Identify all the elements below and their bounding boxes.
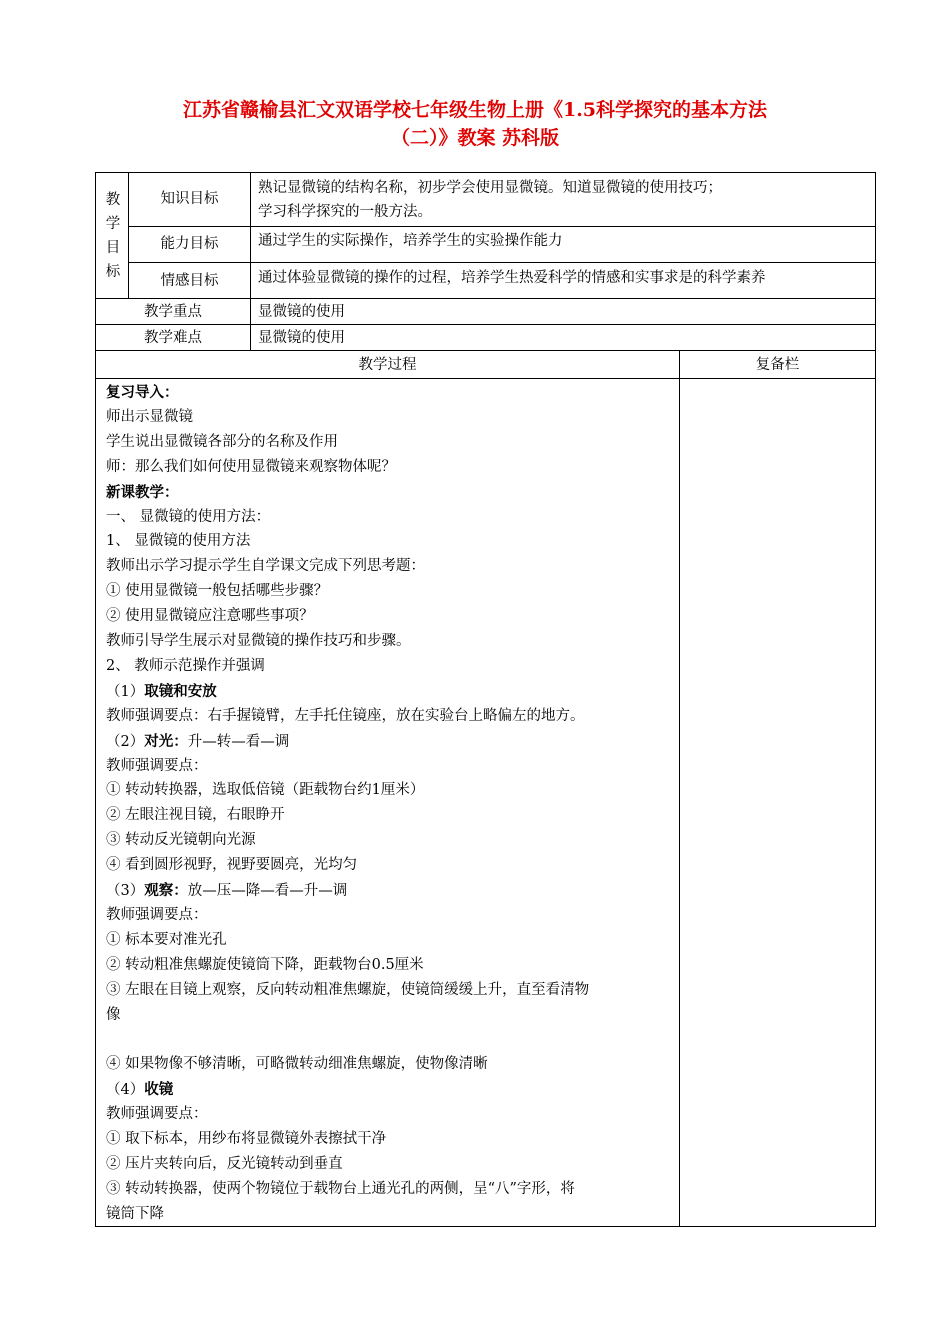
key-point-value: 显微镜的使用 xyxy=(258,304,345,320)
difficult-point-label: 教学难点 xyxy=(144,330,202,346)
process-line-text: 观察： xyxy=(144,882,188,899)
process-line-text: 学生说出显微镜各部分的名称及作用 xyxy=(106,433,338,450)
process-line-text: ① 标本要对准光孔 xyxy=(106,931,227,948)
process-line xyxy=(106,579,328,604)
process-line-text: 师：那么我们如何使用显微镜来观察物体呢？ xyxy=(106,458,396,475)
process-line-text: ③ 转动转换器，使两个物镜位于载物台上通光孔的两侧，呈“八”字形，将 xyxy=(106,1180,575,1197)
process-line-text: 取镜和安放 xyxy=(144,682,217,700)
process-line xyxy=(106,455,396,480)
process-line xyxy=(106,629,411,654)
process-line xyxy=(106,928,227,953)
process-line xyxy=(106,480,179,506)
difficult-point-value: 显微镜的使用 xyxy=(258,330,345,346)
process-line xyxy=(106,1202,164,1227)
process-line-text: 新课教学： xyxy=(106,483,179,501)
process-line-suffix: 升—转—看—调 xyxy=(187,733,290,750)
process-line-text: ② 转动粗准焦螺旋使镜筒下降，距载物台0.5厘米 xyxy=(106,956,424,973)
process-line-text: ② 使用显微镜应注意哪些事项？ xyxy=(106,608,314,625)
process-line xyxy=(106,430,338,455)
process-line-text: ① 转动转换器，选取低倍镜（距载物台约1厘米） xyxy=(106,782,425,799)
process-line xyxy=(106,1127,386,1152)
process-line xyxy=(106,554,425,579)
process-line-text: ② 左眼注视目镜，右眼睁开 xyxy=(106,807,285,824)
process-line xyxy=(106,878,347,904)
process-line-text: ④ 看到圆形视野，视野要圆亮，光均匀 xyxy=(106,857,358,874)
process-line-text: ④ 如果物像不够清晰，可略微转动细准焦螺旋，使物像清晰 xyxy=(106,1056,488,1073)
process-line xyxy=(106,754,208,779)
process-line-text: 1、 显微镜的使用方法 xyxy=(106,533,251,550)
process-line-number: （3） xyxy=(106,883,145,899)
process-line-text: 2、 教师示范操作并强调 xyxy=(106,657,265,674)
process-line xyxy=(106,505,270,530)
process-line xyxy=(106,1152,343,1177)
process-line-text: ② 压片夹转向后，反光镜转动到垂直 xyxy=(106,1155,343,1172)
process-line xyxy=(106,953,424,978)
ability-objective-label: 能力目标 xyxy=(160,236,219,252)
process-line xyxy=(106,380,179,406)
process-line xyxy=(106,1003,121,1028)
process-line-text: ③ 转动反光镜朝向光源 xyxy=(106,832,256,849)
process-line xyxy=(106,729,289,755)
process-line xyxy=(106,604,314,629)
process-line-text: 复习导入： xyxy=(106,384,179,401)
process-line-text: 教师强调要点：右手握镜臂，左手托住镜座，放在实验台上略偏左的地方。 xyxy=(106,707,585,724)
process-line xyxy=(106,679,217,705)
process-line xyxy=(106,654,265,679)
knowledge-objective-label: 知识目标 xyxy=(160,191,219,207)
process-line-number: （1） xyxy=(106,683,145,700)
emotion-objective-value: 通过体验显微镜的操作的过程，培养学生热爱科学的情感和实事求是的科学素养 xyxy=(258,270,766,286)
process-line xyxy=(106,1102,208,1127)
process-line-number: （2） xyxy=(106,733,145,750)
process-line xyxy=(106,1177,575,1202)
key-point-label: 教学重点 xyxy=(144,304,202,320)
process-line-text: 教师强调要点： xyxy=(106,757,208,774)
process-line-text: 教师引导学生展示对显微镜的操作技巧和步骤。 xyxy=(106,633,411,649)
objectives-group-label-char: 目 xyxy=(105,240,121,256)
process-line xyxy=(106,778,424,803)
ability-objective-value: 通过学生的实际操作，培养学生的实验操作能力 xyxy=(258,233,563,249)
knowledge-objective-line: 学习科学探究的一般方法。 xyxy=(258,204,432,220)
knowledge-objective-line: 熟记显微镜的结构名称，初步学会使用显微镜。知道显微镜的使用技巧； xyxy=(258,180,722,196)
objectives-group-label-char: 学 xyxy=(105,216,121,232)
process-line-text: 教师强调要点： xyxy=(106,906,208,923)
process-line-text: 一、 显微镜的使用方法： xyxy=(106,508,271,525)
process-line xyxy=(106,1052,488,1077)
notes-header: 复备栏 xyxy=(755,357,800,373)
process-line-suffix: 放—压—降—看—升—调 xyxy=(187,883,348,899)
document-title-line-2: （二）》教案 苏科版 xyxy=(390,127,560,149)
process-line xyxy=(106,704,585,729)
process-line-text: 像 xyxy=(106,1006,121,1023)
process-line-number: （4） xyxy=(106,1082,145,1099)
process-line xyxy=(106,903,208,928)
process-line-text: 对光： xyxy=(144,732,188,750)
process-line-text: 镜筒下降 xyxy=(106,1205,164,1222)
process-line xyxy=(106,828,256,853)
process-line-text: ① 使用显微镜一般包括哪些步骤？ xyxy=(106,583,329,600)
process-line-text: ① 取下标本，用纱布将显微镜外表擦拭干净 xyxy=(106,1131,387,1147)
objectives-group-label-char: 教 xyxy=(105,192,121,208)
process-line-text: 师出示显微镜 xyxy=(106,408,193,425)
document-title-line-1: 江苏省赣榆县汇文双语学校七年级生物上册《1.5科学探究的基本方法 xyxy=(182,99,768,121)
process-line xyxy=(106,803,285,828)
process-line-text: ③ 左眼在目镜上观察，反向转动粗准焦螺旋，使镜筒缓缓上升，直至看清物 xyxy=(106,981,590,998)
process-line xyxy=(106,405,193,430)
process-header: 教学过程 xyxy=(358,357,417,373)
process-line-text: 教师出示学习提示学生自学课文完成下列思考题： xyxy=(106,558,425,575)
process-line-text: 教师强调要点： xyxy=(106,1106,208,1123)
emotion-objective-label: 情感目标 xyxy=(160,273,219,289)
process-line xyxy=(106,529,250,554)
process-line xyxy=(106,978,589,1003)
process-line-text: 收镜 xyxy=(144,1081,174,1099)
objectives-group-label-char: 标 xyxy=(105,264,121,280)
process-line xyxy=(106,1077,173,1103)
process-line xyxy=(106,853,357,878)
